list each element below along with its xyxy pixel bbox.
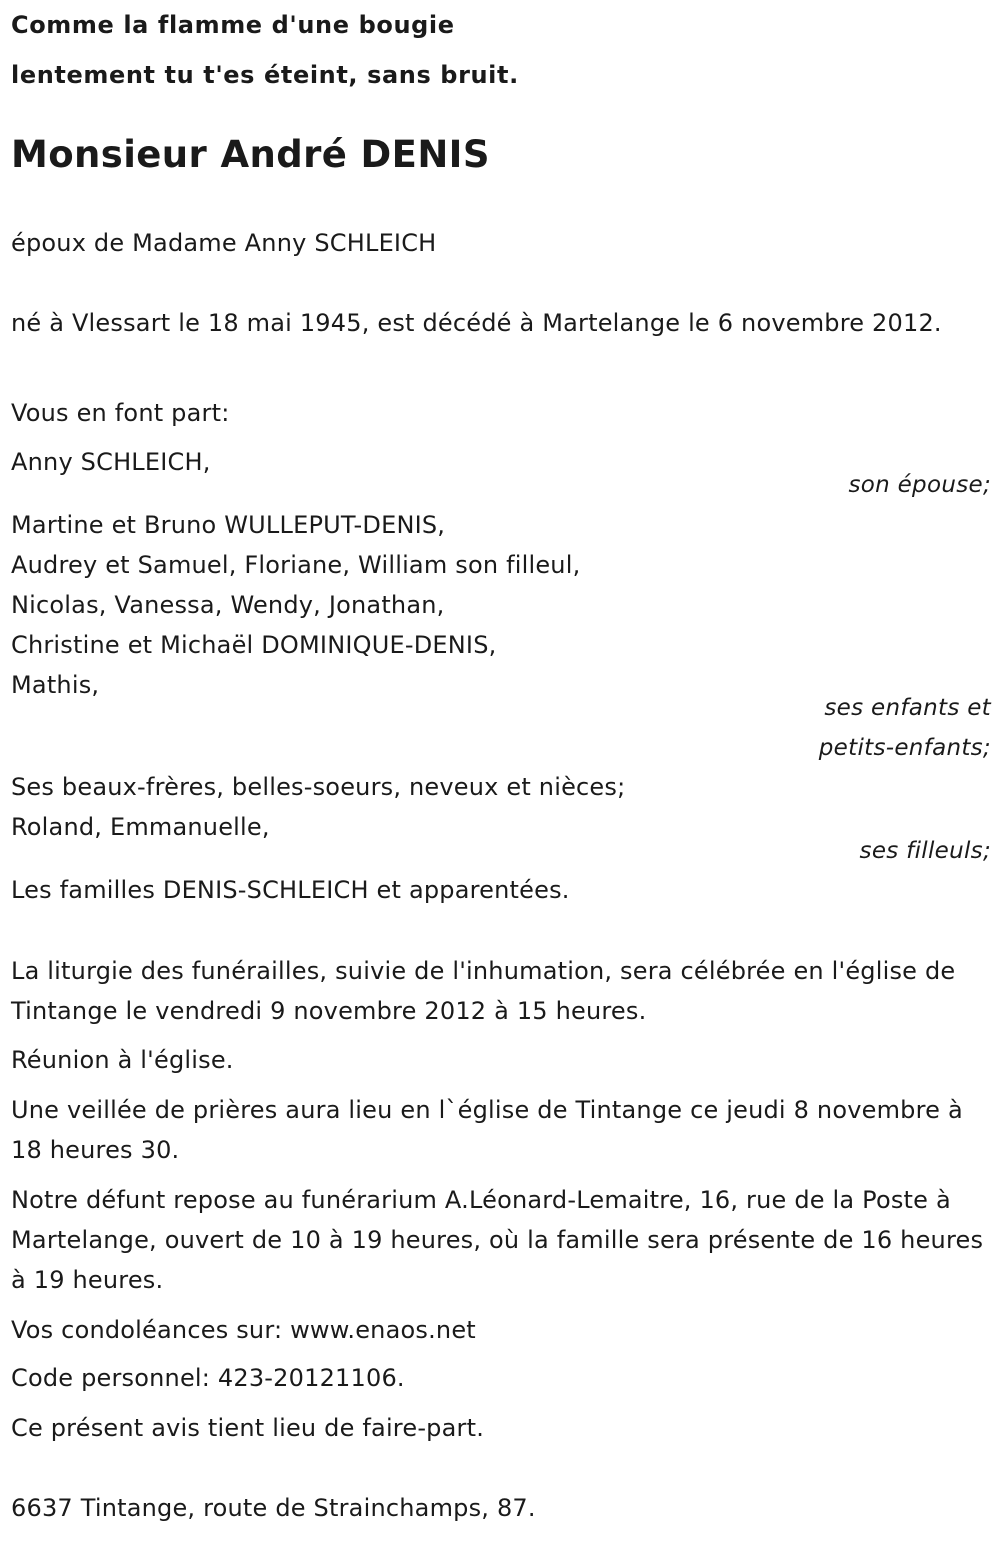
- wife-relation: son épouse;: [848, 472, 991, 498]
- deceased-name: Monsieur André DENIS: [11, 133, 490, 176]
- families-line: Les familles DENIS-SCHLEICH et apparentées.: [11, 876, 570, 904]
- children-relation-2: petits-enfants;: [818, 735, 991, 761]
- child-line-3: Nicolas, Vanessa, Wendy, Jonathan,: [11, 591, 445, 619]
- funeral-home-text: Notre défunt repose au funérarium A.Léonard-Lemaitre, 16, rue de la Poste à Martelange, ouvert de 10 à 19 heures, où la famille sera présente de 16 heures à 19 heures.: [11, 1186, 984, 1294]
- child-line-4: Christine et Michaël DOMINIQUE-DENIS,: [11, 631, 497, 659]
- godchildren-relation: ses filleuls;: [859, 838, 991, 864]
- child-line-5: Mathis,: [11, 671, 100, 699]
- liturgy-text: La liturgie des funérailles, suivie de l'inhumation, sera célébrée en l'église de Tintange le vendredi 9 novembre 2012 à 15 heures.: [11, 957, 956, 1025]
- child-line-2: Audrey et Samuel, Floriane, William son filleul,: [11, 551, 581, 579]
- birth-death-text: né à Vlessart le 18 mai 1945, est décédé à Martelange le 6 novembre 2012.: [11, 309, 942, 337]
- spouse-line: époux de Madame Anny SCHLEICH: [11, 229, 437, 257]
- address-text: 6637 Tintange, route de Strainchamps, 87.: [11, 1494, 536, 1522]
- epigraph-line-1: Comme la flamme d'une bougie: [11, 11, 455, 39]
- child-line-1: Martine et Bruno WULLEPUT-DENIS,: [11, 511, 446, 539]
- meeting-text: Réunion à l'église.: [11, 1046, 234, 1074]
- condolences-text: Vos condoléances sur: www.enaos.net: [11, 1316, 476, 1344]
- notice-text: Ce présent avis tient lieu de faire-part.: [11, 1414, 485, 1442]
- inlaws-line: Ses beaux-frères, belles-soeurs, neveux et nièces;: [11, 773, 626, 801]
- children-relation-1: ses enfants et: [824, 695, 991, 721]
- epigraph-line-2: lentement tu t'es éteint, sans bruit.: [11, 61, 519, 89]
- announcement-intro: Vous en font part:: [11, 399, 230, 427]
- wife-name: Anny SCHLEICH,: [11, 448, 211, 476]
- personal-code: Code personnel: 423-20121106.: [11, 1364, 405, 1392]
- obituary-notice: [11, 0, 991, 1543]
- godchildren-line: Roland, Emmanuelle,: [11, 813, 270, 841]
- vigil-text: Une veillée de prières aura lieu en l`église de Tintange ce jeudi 8 novembre à 18 heures 30.: [11, 1096, 963, 1164]
